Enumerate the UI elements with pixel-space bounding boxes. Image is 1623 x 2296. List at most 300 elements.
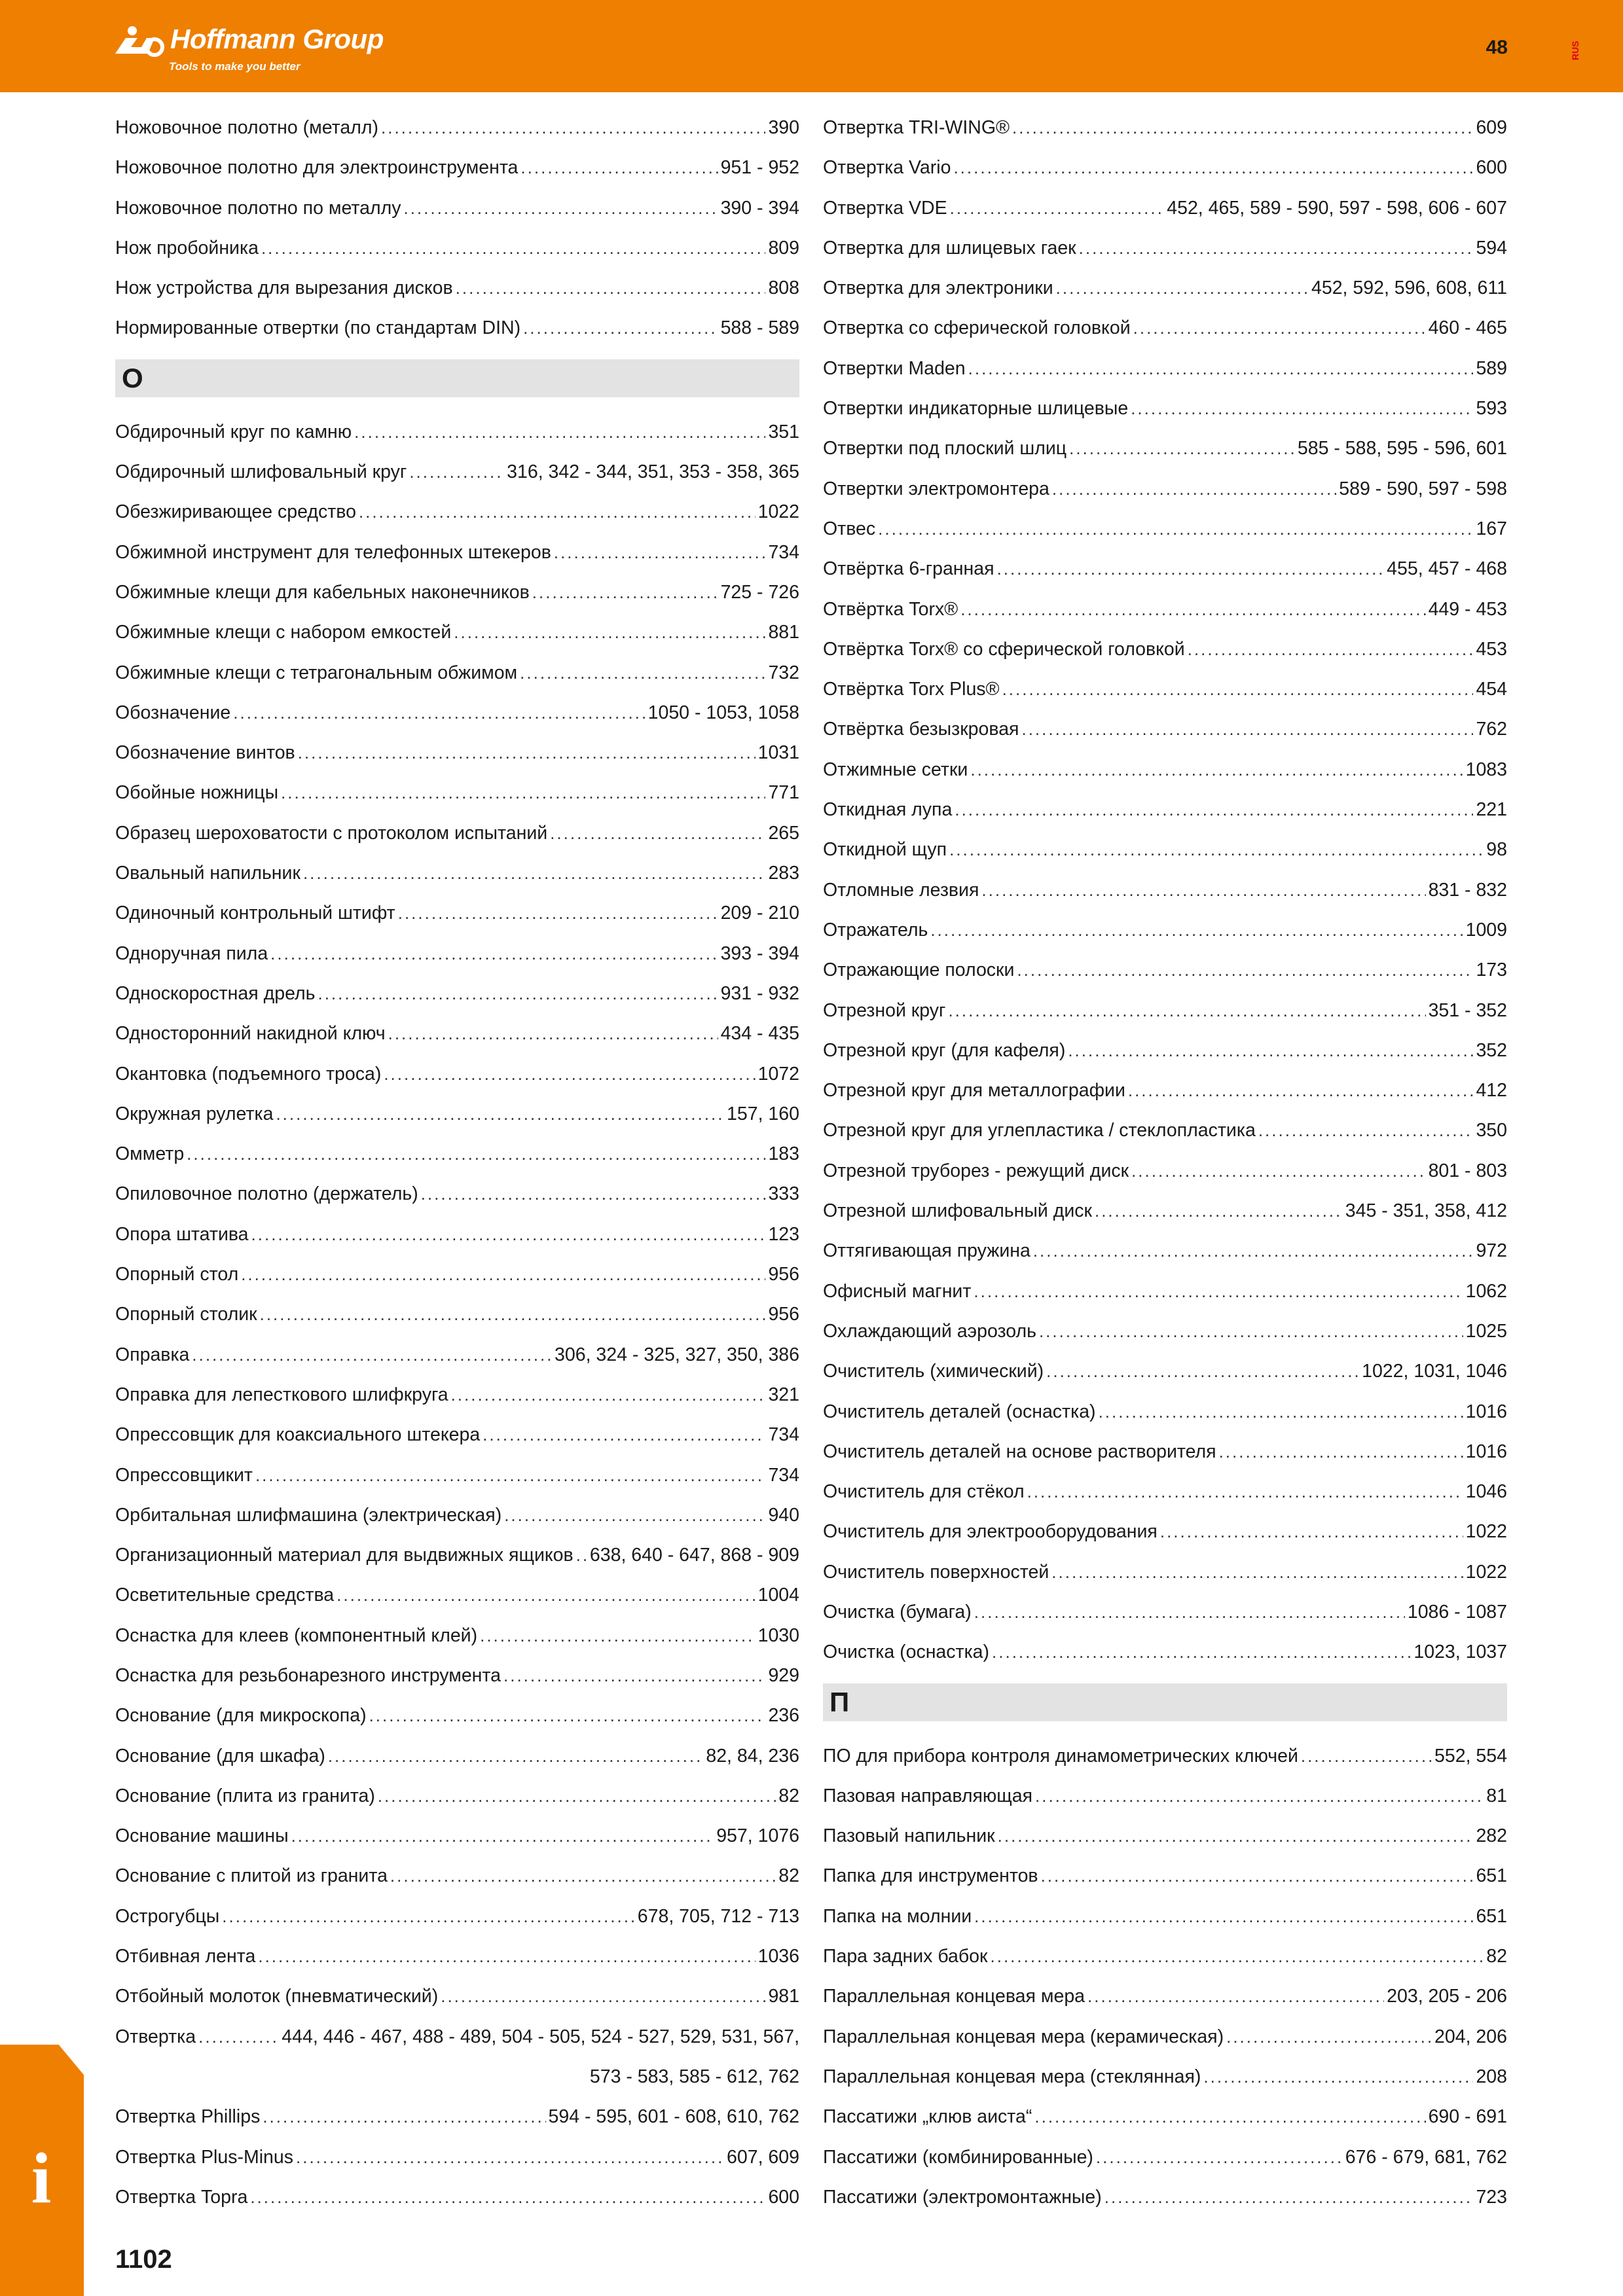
dot-leader	[1056, 268, 1309, 308]
entry-pages: 940	[768, 1504, 799, 1526]
index-entry	[823, 1897, 1507, 1937]
entry-term: Оснастка для резьбонарезного инструмента	[115, 1664, 501, 1686]
dot-leader	[480, 1616, 756, 1656]
entry-pages: 552, 554	[1434, 1745, 1507, 1767]
entry-pages: 123	[768, 1223, 799, 1245]
index-entry	[115, 1335, 799, 1375]
entry-term: Очиститель поверхностей	[823, 1561, 1049, 1583]
index-entry	[115, 2097, 799, 2137]
index-entry	[823, 1191, 1507, 1231]
entry-pages: 236	[768, 1705, 799, 1727]
index-entry	[823, 1472, 1507, 1512]
dot-leader	[950, 188, 1165, 228]
entry-term: Очиститель деталей (оснастка)	[823, 1401, 1096, 1422]
dot-leader	[1002, 670, 1474, 709]
entry-term: Омметр	[115, 1143, 185, 1165]
index-entry	[823, 1312, 1507, 1352]
index-entry	[115, 1776, 799, 1816]
index-entry	[115, 412, 799, 452]
dot-leader	[1052, 469, 1336, 509]
entry-pages: 221	[1476, 799, 1507, 821]
dot-leader	[953, 148, 1473, 188]
entry-term: Отвёртка Torx Plus®	[823, 679, 1000, 700]
index-entry	[115, 773, 799, 813]
index-entry	[115, 1215, 799, 1255]
entry-term: Острогубцы	[115, 1905, 220, 1927]
entry-pages: 734	[768, 1464, 799, 1486]
index-entry	[115, 1496, 799, 1535]
entry-pages: 981	[768, 1986, 799, 2007]
entry-pages: 350	[1476, 1120, 1507, 1141]
dot-leader	[1131, 389, 1473, 429]
index-entry	[115, 308, 799, 348]
dot-leader	[187, 1134, 765, 1174]
index-entry	[115, 1415, 799, 1455]
entry-term: Отбивная лента	[115, 1946, 256, 1967]
index-entry	[115, 268, 799, 308]
entry-pages: 771	[768, 782, 799, 804]
index-entry	[115, 1255, 799, 1295]
entry-term: Отбойный молоток (пневматический)	[115, 1986, 439, 2007]
index-entry	[823, 1071, 1507, 1111]
dot-leader	[403, 188, 718, 228]
entry-pages: 594	[1476, 237, 1507, 259]
entry-pages: 734	[768, 541, 799, 563]
index-entry	[823, 188, 1507, 228]
entry-pages: 1022, 1031, 1046	[1362, 1361, 1507, 1382]
dot-leader	[1051, 1552, 1463, 1592]
index-entry	[823, 549, 1507, 589]
index-entry	[115, 1816, 799, 1856]
entry-term: Откидная лупа	[823, 799, 953, 821]
entry-term: Основание (для шкафа)	[115, 1745, 325, 1767]
entry-pages: 412	[1476, 1080, 1507, 1102]
entry-pages: 678, 705, 712 - 713	[637, 1905, 799, 1927]
index-entry	[823, 429, 1507, 469]
entry-term: Отвертка TRI-WING®	[823, 117, 1010, 138]
entry-pages: 1023, 1037	[1413, 1641, 1507, 1663]
dot-leader	[503, 1656, 765, 1696]
entry-term: Отвертка VDE	[823, 197, 947, 219]
entry-pages: 725 - 726	[720, 581, 799, 603]
dot-leader	[233, 693, 645, 733]
entry-term: Очиститель (химический)	[823, 1361, 1044, 1382]
entry-term: Отвертка Vario	[823, 157, 951, 179]
entry-pages: 607, 609	[727, 2146, 799, 2168]
dot-leader	[960, 590, 1425, 630]
entry-term: Нож устройства для вырезания дисков	[115, 278, 453, 299]
dot-leader	[948, 991, 1425, 1031]
entry-pages: 306, 324 - 325, 327, 350, 386	[555, 1344, 799, 1365]
entry-term: Опрессовщикит	[115, 1464, 253, 1486]
index-entry	[115, 934, 799, 974]
entry-pages: 1030	[757, 1624, 799, 1646]
entry-term: Отвертка для шлицевых гаек	[823, 237, 1076, 259]
entry-pages: 585 - 588, 595 - 596, 601	[1297, 438, 1507, 459]
dot-leader	[384, 1054, 755, 1094]
index-entry	[115, 2017, 799, 2057]
entry-pages: 972	[1476, 1240, 1507, 1262]
index-entry	[823, 1432, 1507, 1472]
entry-term: Организационный материал для выдвижных ящиков	[115, 1545, 574, 1566]
dot-leader	[1035, 1776, 1484, 1816]
entry-pages: 600	[768, 2186, 799, 2208]
entry-pages: 390	[768, 117, 799, 138]
entry-term: Обжимные клещи с тетрагональным обжимом	[115, 662, 518, 683]
dot-leader	[298, 733, 756, 773]
index-entry	[823, 1592, 1507, 1632]
dot-leader	[337, 1575, 755, 1615]
entry-term: Основание машины	[115, 1825, 289, 1847]
dot-leader	[359, 492, 756, 532]
dot-leader	[1027, 1472, 1463, 1512]
entry-term: Обойные ножницы	[115, 782, 279, 804]
dot-leader	[1258, 1111, 1474, 1151]
dot-leader	[974, 1592, 1405, 1632]
entry-pages: 594 - 595, 601 - 608, 610, 762	[548, 2106, 799, 2128]
entry-pages: 589 - 590, 597 - 598	[1339, 478, 1507, 499]
dot-leader	[263, 2097, 545, 2137]
index-entry	[823, 148, 1507, 188]
entry-term: Параллельная концевая мера (керамическая)	[823, 2026, 1224, 2047]
index-entry	[823, 1937, 1507, 1977]
entry-pages: 1031	[757, 742, 799, 764]
index-entry	[823, 469, 1507, 509]
entry-pages: 208	[1476, 2066, 1507, 2087]
entry-term: Папка на молнии	[823, 1905, 972, 1927]
entry-pages: 1016	[1465, 1441, 1507, 1462]
index-entry	[115, 653, 799, 693]
dot-leader	[520, 148, 718, 188]
dot-leader	[318, 974, 718, 1014]
index-entry	[115, 1014, 799, 1054]
index-entry	[823, 1552, 1507, 1592]
dot-leader	[296, 2138, 724, 2178]
dot-leader	[409, 452, 504, 492]
dot-leader	[390, 1856, 776, 1896]
index-entry	[823, 2017, 1507, 2057]
entry-term: Отвертка Phillips	[115, 2106, 261, 2128]
entry-term: Образец шероховатости с протоколом испытаний	[115, 822, 548, 844]
index-entry	[115, 733, 799, 773]
brand-name: Hoffmann Group	[170, 24, 384, 54]
entry-pages: 676 - 679, 681, 762	[1345, 2146, 1507, 2168]
index-entry	[823, 308, 1507, 348]
entry-term: Отвертка Topra	[115, 2186, 248, 2208]
index-entry	[823, 630, 1507, 670]
dot-leader	[1095, 1191, 1343, 1231]
index-entry	[115, 1456, 799, 1496]
entry-pages: 173	[1476, 960, 1507, 981]
entry-pages: 1022	[1465, 1521, 1507, 1543]
entry-pages: 1009	[1465, 919, 1507, 941]
dot-leader	[520, 653, 765, 693]
entry-pages: 204, 206	[1434, 2026, 1507, 2047]
dot-leader	[1133, 308, 1426, 348]
index-column-right	[823, 108, 1507, 2217]
entry-term: Отрезной труборез - режущий диск	[823, 1160, 1129, 1181]
entry-term: Отрезной круг (для кафеля)	[823, 1039, 1066, 1061]
entry-term: Отвертка	[115, 2026, 196, 2047]
index-entry	[115, 893, 799, 933]
dot-leader	[222, 1897, 635, 1937]
dot-leader	[198, 2017, 279, 2057]
entry-term: Одиночный контрольный штифт	[115, 903, 395, 924]
index-entry	[115, 1856, 799, 1896]
entry-pages: 931 - 932	[720, 982, 799, 1004]
entry-pages: 352	[1476, 1039, 1507, 1061]
index-entry	[115, 533, 799, 573]
entry-term: Отвёртка Torx® со сферической головкой	[823, 638, 1185, 660]
index-entry	[823, 1031, 1507, 1071]
dot-leader	[1131, 1151, 1425, 1191]
dot-leader	[970, 750, 1463, 790]
entry-pages: 82	[778, 1865, 799, 1887]
index-entry	[823, 509, 1507, 549]
entry-pages: 265	[768, 822, 799, 844]
entry-term: Основание (плита из гранита)	[115, 1785, 375, 1806]
entry-term: Пассатижи (электромонтажные)	[823, 2186, 1102, 2208]
entry-pages: 732	[768, 662, 799, 683]
entry-pages: 881	[768, 622, 799, 643]
dot-leader	[576, 1535, 587, 1575]
entry-term: Очистка (бумага)	[823, 1601, 972, 1623]
index-entry	[823, 108, 1507, 148]
entry-pages: 444, 446 - 467, 488 - 489, 504 - 505, 524 - 527, 529, 531, 567,	[282, 2026, 799, 2047]
entry-pages: 589	[1476, 357, 1507, 379]
entry-pages: 1046	[1465, 1481, 1507, 1503]
index-entry	[115, 108, 799, 148]
entry-pages: 454	[1476, 679, 1507, 700]
index-entry	[823, 389, 1507, 429]
dot-leader	[974, 1272, 1463, 1312]
entry-term: Окантовка (подъемного троса)	[115, 1063, 382, 1085]
dot-leader	[504, 1496, 765, 1535]
dot-leader	[1012, 108, 1473, 148]
dot-leader	[255, 1456, 766, 1496]
entry-term: Отвертки Maden	[823, 357, 966, 379]
entry-term: Отвертка для электроники	[823, 278, 1053, 299]
entry-term: Обозначение	[115, 702, 231, 723]
section-header: П	[823, 1683, 1507, 1721]
entry-term: Обдирочный круг по камню	[115, 421, 352, 442]
entry-pages: 449 - 453	[1428, 598, 1507, 620]
entry-pages: 453	[1476, 638, 1507, 660]
dot-leader	[1033, 1231, 1474, 1271]
entry-pages: 333	[768, 1183, 799, 1205]
index-entry	[115, 1736, 799, 1776]
entry-term: Отломные лезвия	[823, 879, 979, 901]
dot-leader	[258, 1937, 755, 1977]
entry-term: Очиститель деталей на основе растворителя	[823, 1441, 1216, 1462]
entry-pages: 98	[1486, 839, 1507, 861]
entry-term: Нормированные отвертки (по стандартам DIN)	[115, 317, 521, 339]
entry-pages: 1050 - 1053, 1058	[647, 702, 799, 723]
entry-pages: 455, 457 - 468	[1387, 558, 1507, 580]
index-entry	[115, 573, 799, 613]
entry-term: Ножовочное полотно (металл)	[115, 117, 378, 138]
dot-leader	[1099, 1392, 1463, 1432]
entry-term: Очистка (оснастка)	[823, 1641, 990, 1663]
dot-leader	[1160, 1512, 1463, 1552]
entry-pages: 81	[1486, 1785, 1507, 1806]
entry-term: Опрессовщик для коаксиального штекера	[115, 1424, 481, 1446]
index-entry	[115, 2178, 799, 2217]
entry-term: Отрезной круг	[823, 999, 946, 1021]
entry-pages: 588 - 589	[720, 317, 799, 339]
index-entry	[115, 1094, 799, 1134]
entry-pages: 203, 205 - 206	[1387, 1986, 1507, 2007]
entry-pages: 1004	[757, 1585, 799, 1606]
entry-term: Пазовый напильник	[823, 1825, 995, 1847]
index-entry	[823, 1856, 1507, 1896]
entry-pages: 452, 592, 596, 608, 611	[1311, 278, 1507, 299]
entry-term: Пассатижи (комбинированные)	[823, 2146, 1093, 2168]
dot-leader	[523, 308, 718, 348]
index-entry	[823, 1776, 1507, 1816]
entry-pages: 638, 640 - 647, 868 - 909	[589, 1545, 799, 1566]
dot-leader	[369, 1696, 766, 1736]
entry-term: Очиститель для электрооборудования	[823, 1521, 1158, 1543]
index-entry	[823, 910, 1507, 950]
entry-pages: 183	[768, 1143, 799, 1165]
index-entry	[115, 1616, 799, 1656]
dot-leader	[378, 1776, 776, 1816]
index-entry	[823, 2178, 1507, 2217]
hoffmann-logo-icon	[111, 25, 166, 59]
entry-term: Пассатижи „клюв аиста“	[823, 2106, 1032, 2128]
index-entry	[823, 1816, 1507, 1856]
dot-leader	[398, 893, 718, 933]
page-header	[0, 0, 1623, 92]
entry-term: Односторонний накидной ключ	[115, 1023, 386, 1045]
dot-leader	[291, 1816, 714, 1856]
entry-term: Обозначение винтов	[115, 742, 295, 764]
entry-pages: 452, 465, 589 - 590, 597 - 598, 606 - 607	[1167, 197, 1507, 219]
dot-leader	[992, 1632, 1411, 1672]
dot-leader	[250, 2178, 765, 2217]
entry-term: Обезжиривающее средство	[115, 501, 356, 523]
index-entry	[115, 188, 799, 228]
entry-pages: 1022	[1465, 1561, 1507, 1583]
index-entry	[115, 2138, 799, 2178]
dot-leader	[381, 108, 765, 148]
dot-leader	[878, 509, 1473, 549]
index-entry	[115, 974, 799, 1014]
index-entry	[115, 1656, 799, 1696]
index-entry	[823, 349, 1507, 389]
dot-leader	[1079, 228, 1474, 268]
dot-leader	[1046, 1352, 1359, 1391]
entry-term: Обжимные клещи для кабельных наконечников	[115, 581, 530, 603]
index-entry	[823, 830, 1507, 870]
info-icon: i	[31, 2138, 52, 2218]
index-entry	[115, 452, 799, 492]
entry-term: Оправка	[115, 1344, 190, 1365]
page-number-bottom: 1102	[115, 2245, 172, 2274]
index-entry	[823, 590, 1507, 630]
entry-pages: 157, 160	[727, 1103, 799, 1124]
section-header: О	[115, 359, 799, 397]
entry-pages: 956	[768, 1304, 799, 1325]
entry-pages: 723	[1476, 2186, 1507, 2208]
entry-pages: 82, 84, 236	[706, 1745, 799, 1767]
dot-leader	[388, 1014, 718, 1054]
index-entry	[115, 814, 799, 853]
entry-pages: 434 - 435	[720, 1023, 799, 1045]
entry-term: Обжимные клещи с набором емкостей	[115, 622, 452, 643]
entry-pages: 1086 - 1087	[1407, 1601, 1507, 1623]
entry-term: Оттягивающая пружина	[823, 1240, 1030, 1262]
entry-pages: 1022	[757, 501, 799, 523]
entry-pages: 282	[1476, 1825, 1507, 1847]
entry-term: Овальный напильник	[115, 863, 301, 884]
entry-pages: 390 - 394	[720, 197, 799, 219]
entry-pages: 801 - 803	[1428, 1160, 1507, 1181]
dot-leader	[1203, 2057, 1473, 2097]
entry-pages: 393 - 394	[720, 942, 799, 964]
index-entry	[823, 1272, 1507, 1312]
entry-pages: 1062	[1465, 1280, 1507, 1302]
entry-term: Опорный стол	[115, 1264, 239, 1285]
dot-leader	[997, 549, 1385, 589]
index-entry	[115, 1575, 799, 1615]
dot-leader	[1188, 630, 1474, 670]
index-entry	[823, 1977, 1507, 2017]
index-entry	[115, 853, 799, 893]
entry-term: Очиститель для стёкол	[823, 1481, 1025, 1503]
index-entry	[823, 709, 1507, 749]
entry-pages: 762	[1476, 719, 1507, 740]
entry-term: Отрезной шлифовальный диск	[823, 1200, 1092, 1222]
entry-term: Пазовая направляющая	[823, 1785, 1033, 1806]
entry-term: Пара задних бабок	[823, 1946, 988, 1967]
dot-leader	[1301, 1736, 1432, 1776]
entry-term: Отвертка со сферической головкой	[823, 317, 1131, 339]
entry-term: Односкоростная дрель	[115, 982, 316, 1004]
entry-term: Осветительные средства	[115, 1585, 335, 1606]
dot-leader	[532, 573, 718, 613]
entry-term: Окружная рулетка	[115, 1103, 274, 1124]
dot-leader	[550, 814, 765, 853]
dot-leader	[251, 1215, 766, 1255]
dot-leader	[456, 268, 766, 308]
entry-pages: 951 - 952	[720, 157, 799, 179]
entry-pages: 1016	[1465, 1401, 1507, 1422]
entry-pages: 956	[768, 1264, 799, 1285]
index-entry	[115, 1174, 799, 1214]
dot-leader	[328, 1736, 704, 1776]
dot-leader	[1087, 1977, 1384, 2017]
entry-pages: 321	[768, 1384, 799, 1405]
entry-term: Орбитальная шлифмашина (электрическая)	[115, 1504, 502, 1526]
index-entry	[115, 613, 799, 653]
dot-leader	[968, 349, 1474, 389]
index-entry	[823, 1151, 1507, 1191]
entry-term: Отрезной круг для металлографии	[823, 1080, 1125, 1102]
entry-pages: 734	[768, 1424, 799, 1446]
entry-term: Отвёртка Torx®	[823, 598, 958, 620]
dot-leader	[930, 910, 1463, 950]
index-entry	[823, 228, 1507, 268]
index-entry	[115, 1054, 799, 1094]
index-entry	[823, 268, 1507, 308]
index-entry	[823, 1352, 1507, 1391]
entry-pages: 600	[1476, 157, 1507, 179]
index-entry	[115, 228, 799, 268]
dot-leader	[261, 228, 766, 268]
dot-leader	[998, 1816, 1474, 1856]
